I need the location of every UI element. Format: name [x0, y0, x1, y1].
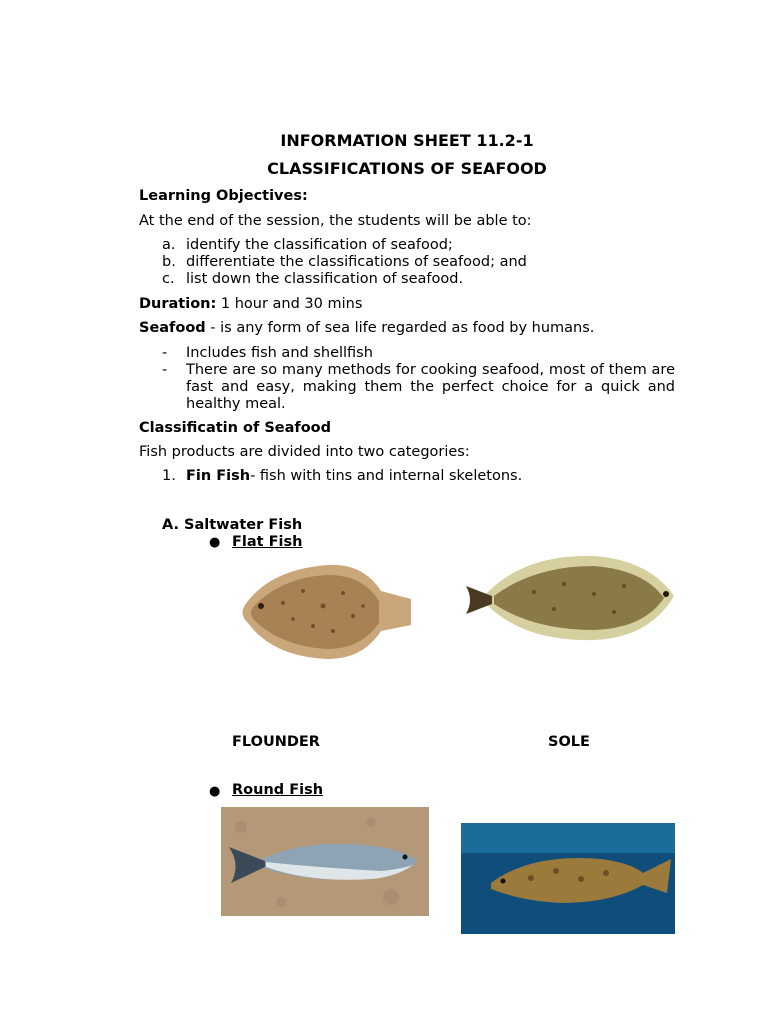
classification-intro: Fish products are divided into two categories: — [139, 444, 470, 460]
objectives-intro: At the end of the session, the students will be able to: — [139, 213, 532, 229]
classification-heading: Classificatin of Seafood — [139, 420, 332, 436]
sole-image — [464, 554, 680, 644]
objective-marker-c: c. — [162, 271, 175, 287]
flounder-image — [233, 561, 413, 663]
objective-item-a: identify the classification of seafood; — [186, 237, 453, 253]
seafood-point-1: Includes fish and shellfish — [186, 345, 373, 361]
seafood-definition-text: - is any form of sea life regarded as food by humans. — [205, 320, 595, 336]
fin-fish-term: Fin Fish — [186, 468, 251, 484]
fin-fish-text: - fish with tins and internal skeletons. — [250, 468, 523, 484]
flat-fish-bullet: ● — [209, 535, 221, 550]
duration-label: Duration: — [139, 296, 217, 312]
seafood-point-2: There are so many methods for cooking seafood, most of them are fast and easy, making them the perfect choice for a quick and healthy meal. — [186, 362, 675, 412]
seafood-term: Seafood — [139, 320, 206, 336]
objective-item-c: list down the classification of seafood. — [186, 271, 464, 287]
page-title: INFORMATION SHEET 11.2-1 — [280, 131, 534, 150]
objective-marker-a: a. — [162, 237, 176, 253]
classification-marker-1: 1. — [162, 468, 176, 484]
flat-fish-heading: Flat Fish — [232, 534, 303, 550]
seafood-point-marker-1: - — [162, 345, 168, 361]
cod-photo — [461, 823, 675, 934]
round-fish-heading: Round Fish — [232, 782, 324, 798]
objective-marker-b: b. — [162, 254, 176, 270]
seafood-definition — [139, 320, 594, 336]
round-fish-bullet: ● — [209, 784, 221, 799]
objectives-heading: Learning Objectives: — [139, 188, 308, 204]
flounder-caption: FLOUNDER — [232, 734, 320, 750]
seafood-point-marker-2: - — [162, 362, 168, 378]
duration-line — [139, 296, 362, 312]
sole-caption: SOLE — [548, 734, 590, 750]
duration-value: 1 hour and 30 mins — [216, 296, 363, 312]
objective-item-b: differentiate the classifications of seafood; and — [186, 254, 527, 270]
classification-item-1 — [186, 468, 522, 484]
saltwater-heading: A. Saltwater Fish — [162, 517, 303, 533]
page-subtitle: CLASSIFICATIONS OF SEAFOOD — [267, 159, 547, 178]
bluefish-photo — [221, 807, 429, 916]
